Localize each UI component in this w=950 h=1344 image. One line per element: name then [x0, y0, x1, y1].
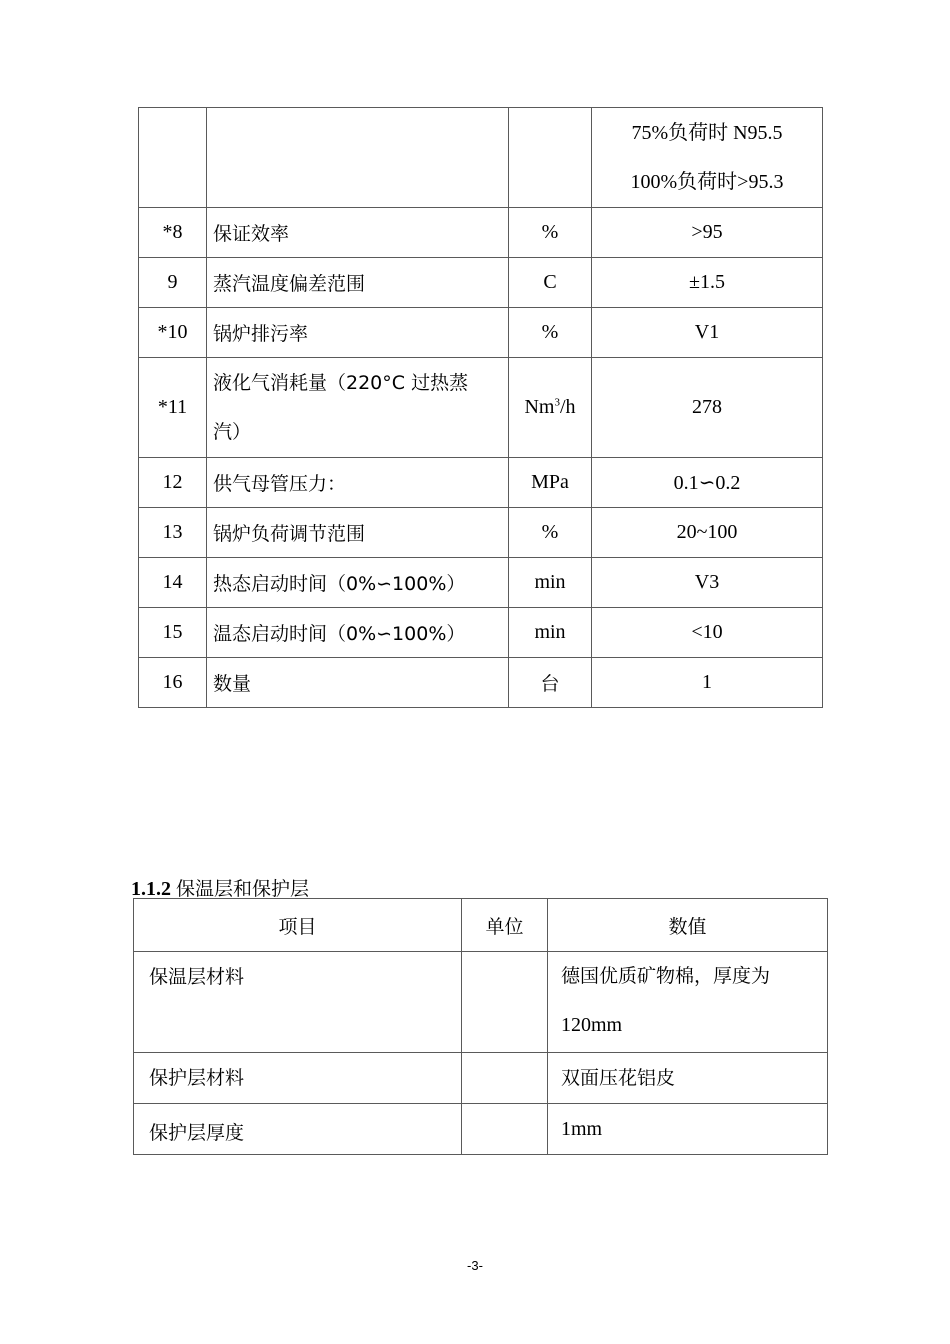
row-value	[548, 952, 828, 1053]
row-item	[134, 1104, 462, 1155]
table-row	[139, 208, 823, 258]
table-row	[139, 358, 823, 458]
row-item: 锅炉排污率	[207, 308, 509, 358]
row-number: 16	[139, 658, 207, 708]
table-row	[139, 508, 823, 558]
row-value	[592, 108, 823, 208]
row-item: 温态启动时间（0%∽100%）	[207, 608, 509, 658]
row-unit: min	[509, 558, 592, 608]
row-number	[139, 108, 207, 208]
table-row	[139, 658, 823, 708]
row-value: V1	[592, 308, 823, 358]
row-item: 热态启动时间（0%∽100%）	[207, 558, 509, 608]
table-row	[134, 1053, 828, 1104]
row-unit: MPa	[509, 458, 592, 508]
page-number: -3-	[467, 1258, 483, 1273]
value-line: 120mm	[561, 1014, 623, 1036]
insulation-table	[133, 898, 828, 1155]
spec-table	[138, 107, 823, 708]
item-line: 液化气消耗量（220°C 过热蒸	[213, 371, 469, 394]
unit-base: Nm	[524, 396, 555, 418]
table-row	[139, 258, 823, 308]
row-item	[207, 108, 509, 208]
row-item: 供气母管压力：	[207, 458, 509, 508]
column-header: 项目	[134, 899, 462, 952]
section-title: 保温层和保护层	[176, 878, 310, 900]
table-row	[139, 558, 823, 608]
table-row	[134, 1104, 828, 1155]
row-value: 278	[592, 358, 823, 458]
row-number: 13	[139, 508, 207, 558]
item-text: 保护层材料	[149, 1067, 245, 1089]
row-value: >95	[592, 208, 823, 258]
row-item	[134, 952, 462, 1053]
row-unit	[462, 1053, 548, 1104]
row-value: V3	[592, 558, 823, 608]
row-unit	[509, 358, 592, 458]
value-text: 双面压花铝皮	[561, 1067, 676, 1089]
row-value: 1	[592, 658, 823, 708]
row-value	[548, 1104, 828, 1155]
row-number: *10	[139, 308, 207, 358]
section-number: 1.1.2	[131, 878, 171, 900]
row-number: 14	[139, 558, 207, 608]
row-unit: C	[509, 258, 592, 308]
table-row	[139, 608, 823, 658]
row-value: ±1.5	[592, 258, 823, 308]
table-row	[139, 458, 823, 508]
row-unit: %	[509, 308, 592, 358]
row-item: 数量	[207, 658, 509, 708]
row-value: <10	[592, 608, 823, 658]
row-value	[548, 1053, 828, 1104]
table-row	[134, 952, 828, 1053]
row-unit: %	[509, 208, 592, 258]
item-line: 汽）	[213, 420, 252, 443]
value-line: 100%负荷时>95.3	[630, 170, 784, 193]
row-item: 蒸汽温度偏差范围	[207, 258, 509, 308]
row-value: 20~100	[592, 508, 823, 558]
item-text: 保温层材料	[149, 966, 245, 988]
row-item	[134, 1053, 462, 1104]
row-unit: 台	[509, 658, 592, 708]
row-unit: min	[509, 608, 592, 658]
unit-tail: /h	[559, 396, 576, 418]
table-header-row	[134, 899, 828, 952]
row-number: 15	[139, 608, 207, 658]
table-row	[139, 308, 823, 358]
row-value: 0.1∽0.2	[592, 458, 823, 508]
value-text: 1mm	[561, 1118, 603, 1140]
row-item: 锅炉负荷调节范围	[207, 508, 509, 558]
row-unit	[462, 1104, 548, 1155]
row-unit: %	[509, 508, 592, 558]
column-header: 数值	[548, 899, 828, 952]
row-number: *11	[139, 358, 207, 458]
row-number: 9	[139, 258, 207, 308]
row-number: *8	[139, 208, 207, 258]
row-unit	[462, 952, 548, 1053]
row-item: 保证效率	[207, 208, 509, 258]
item-text: 保护层厚度	[149, 1122, 245, 1144]
section-heading	[131, 874, 309, 901]
table-row	[139, 108, 823, 208]
row-number: 12	[139, 458, 207, 508]
row-item	[207, 358, 509, 458]
value-line: 德国优质矿物棉，厚度为	[561, 965, 771, 987]
column-header: 单位	[462, 899, 548, 952]
unit-superscript: 3	[554, 396, 560, 409]
row-unit	[509, 108, 592, 208]
value-line: 75%负荷时 N95.5	[631, 121, 783, 144]
